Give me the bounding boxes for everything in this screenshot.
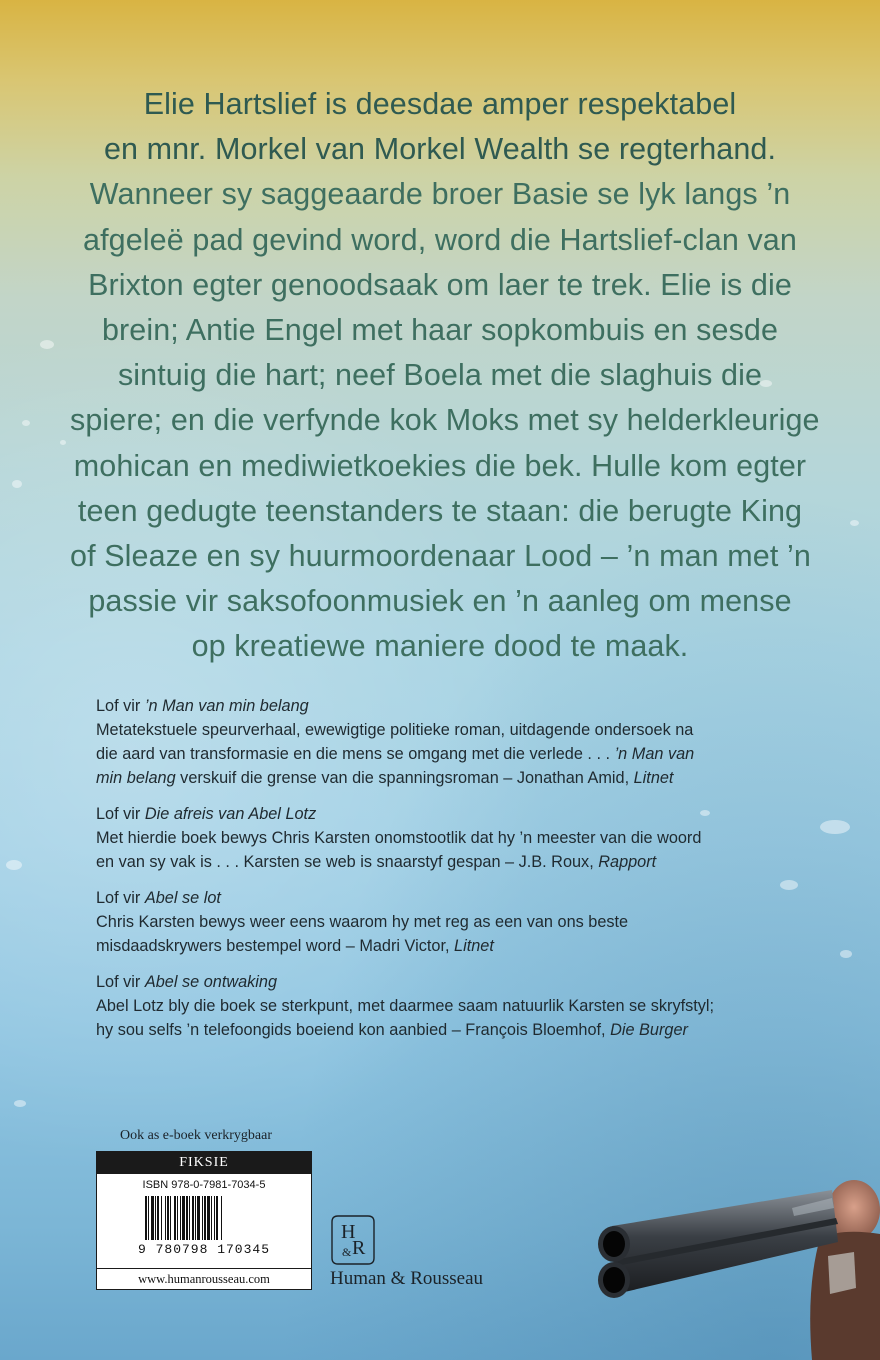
blurb-line: passie vir saksofoonmusiek en ’n aanleg om mense — [88, 584, 792, 619]
blurb-line: op kreatiewe maniere dood te maak. — [191, 629, 689, 664]
review-heading: Lof vir Abel se lot — [96, 889, 221, 907]
book-title: ’n Man van min belang — [144, 697, 309, 715]
hr-monogram-logo-icon — [330, 1214, 376, 1266]
isbn-label: ISBN 978-0-7981-7034-5 — [142, 1179, 266, 1191]
blurb-line: en mnr. Morkel van Morkel Wealth se regterhand. — [103, 132, 777, 167]
review-heading: Lof vir Die afreis van Abel Lotz — [96, 805, 317, 823]
review-die-afreis-van-abel-lotz — [96, 802, 816, 874]
blurb-line: sintuig die hart; neef Boela met die slaghuis die — [117, 358, 763, 393]
review-line: hy sou selfs ’n telefoongids boeiend kon aanbied – François Bloemhof, Die Burger — [96, 1021, 688, 1039]
blurb-line: mohican en mediwietkoekies die bek. Hulle kom egter — [73, 448, 807, 483]
review-abel-se-ontwaking — [96, 970, 816, 1042]
review-man-van-min-belang — [96, 694, 816, 790]
review-heading: Lof vir ’n Man van min belang — [96, 697, 309, 715]
shotgun-barrel-image-icon — [592, 1168, 880, 1360]
svg-text:H: H — [341, 1221, 356, 1243]
review-heading: Lof vir Abel se ontwaking — [96, 973, 278, 991]
barcode-box — [96, 1174, 312, 1269]
book-title: Abel se lot — [144, 889, 221, 907]
blurb-text — [70, 82, 820, 670]
blurb-line: Brixton egter genoodsaak om laer te trek. Elie is die — [88, 267, 792, 302]
blurb-line: Wanneer sy saggeaarde broer Basie se lyk langs ’n — [89, 177, 791, 212]
review-line: Abel Lotz bly die boek se sterkpunt, met daarmee saam natuurlik Karsten se skryfstyl; — [96, 997, 715, 1015]
review-line: die aard van transformasie en die mens se omgang met die verlede . . . ’n Man van — [96, 745, 695, 763]
barcode-block — [96, 1151, 312, 1291]
barcode-icon — [145, 1196, 265, 1244]
ebook-note: Ook as e-boek verkrygbaar — [120, 1128, 272, 1143]
review-line: min belang verskuif die grense van die spanningsroman – Jonathan Amid, Litnet — [96, 769, 674, 787]
blurb-line: brein; Antie Engel met haar sopkombuis en sesde — [101, 313, 779, 348]
publisher-url: www.humanrousseau.com — [96, 1269, 312, 1290]
review-abel-se-lot — [96, 886, 816, 958]
blurb-line: spiere; en die verfynde kok Moks met sy helderkleurige — [70, 403, 820, 438]
blurb-line: afgeleë pad gevind word, word die Hartslief-clan van — [83, 222, 797, 257]
barcode-number: 9 780798 170345 — [137, 1242, 271, 1257]
svg-text:R: R — [352, 1237, 366, 1259]
book-title: Abel se ontwaking — [144, 973, 278, 991]
blurb-line: of Sleaze en sy huurmoordenaar Lood – ’n man met ’n — [70, 539, 811, 574]
review-line: Met hierdie boek bewys Chris Karsten onomstootlik dat hy ’n meester van die woord — [96, 829, 702, 847]
publisher-name: Human & Rousseau — [330, 1268, 484, 1289]
book-title: Die afreis van Abel Lotz — [144, 805, 317, 823]
blurb-line: Elie Hartslief is deesdae amper respektabel — [143, 87, 737, 121]
genre-label: FIKSIE — [96, 1151, 312, 1174]
reviews-section — [96, 694, 816, 1054]
svg-text:&: & — [342, 1245, 352, 1259]
review-line: en van sy vak is . . . Karsten se web is snaarstyf gespan – J.B. Roux, Rapport — [96, 853, 657, 871]
review-line: misdaadskrywers bestempel word – Madri Victor, Litnet — [96, 937, 494, 955]
blurb-line: teen gedugte teenstanders te staan: die berugte King — [77, 493, 803, 528]
review-line: Metatekstuele speurverhaal, ewewigtige politieke roman, uitdagende ondersoek na — [96, 721, 694, 739]
review-line: Chris Karsten bewys weer eens waarom hy met reg as een van ons beste — [96, 913, 629, 931]
